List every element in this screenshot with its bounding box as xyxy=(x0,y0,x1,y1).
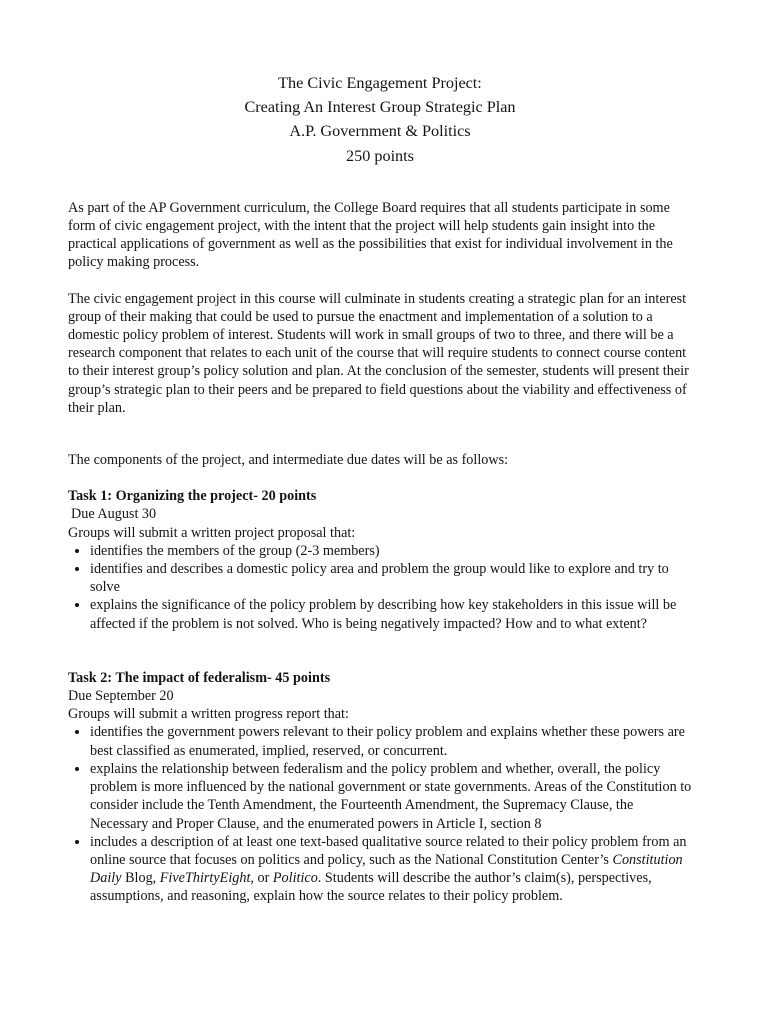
list-item: • explains the significance of the policy problem by describing how key stakeholders in this issue will be affected if the problem is not solved. Who is being negatively impacted? How and to what extent? xyxy=(90,596,692,632)
list-item: • identifies the members of the group (2-3 members) xyxy=(90,542,692,560)
task2-due-date: Due September 20 xyxy=(68,688,174,705)
task1-bullet-list xyxy=(68,542,692,633)
task2-bullet-list xyxy=(68,723,692,905)
title-line-course: A.P. Government & Politics xyxy=(289,122,471,141)
title-line-points: 250 points xyxy=(346,146,414,165)
bullet-text: includes a description of at least one text-based qualitative source related to their policy problem from an online source that focuses on politics and policy, such as the National Constitution Center’s xyxy=(90,833,687,868)
task1-heading: Task 1: Organizing the project- 20 points xyxy=(68,488,317,505)
task2-lead: Groups will submit a written progress report that: xyxy=(68,706,349,723)
intro-paragraph: As part of the AP Government curriculum, the College Board requires that all students participate in some form of civic engagement project, with the intent that the project will help students gain insight into the practical applications of government as well as the possibilities that exist for individual involvement in the policy making process. xyxy=(68,199,673,271)
bullet-text: Blog, xyxy=(121,870,160,887)
project-description-paragraph: The civic engagement project in this course will culminate in students creating a strategic plan for an interest group of their making that could be used to pursue the enactment and implementation of a solution to a domestic policy problem of interest. Students will work in small groups of two to three, and there will be a research component that relates to each unit of the course that will require students to connect course content to their interest group’s policy solution and plan. At the conclusion of the semester, students will present their group’s strategic plan to their peers and be prepared to field questions about the viability and effectiveness of their plan. xyxy=(68,290,689,416)
task1-lead: Groups will submit a written project proposal that: xyxy=(68,524,356,541)
list-item: • explains the relationship between federalism and the policy problem and whether, overall, the policy problem is more influenced by the national government or state governments. Areas of the Constitution to consider include the Tenth Amendment, the Fourteenth Amendment, the Supremacy Clause, the Necessary and Proper Clause, and the enumerated powers in Article I, section 8 xyxy=(90,760,692,833)
source-title-constitution-daily: Constitution Daily xyxy=(90,851,683,887)
bullet-text: or xyxy=(253,870,273,887)
task1-due-date: Due August 30 xyxy=(71,506,157,523)
components-intro: The components of the project, and intermediate due dates will be as follows: xyxy=(68,452,509,469)
source-title-politico: Politico xyxy=(272,870,318,887)
title-line-subtitle: Creating An Interest Group Strategic Plan xyxy=(244,98,516,117)
bullet-text: . Students will describe the author’s claim(s), perspectives, assumptions, and reasoning, explain how the source relates to their policy problem. xyxy=(90,870,652,905)
task2-heading: Task 2: The impact of federalism- 45 points xyxy=(68,669,331,686)
list-item xyxy=(90,833,692,906)
task1-section xyxy=(68,487,692,633)
title-line-project: The Civic Engagement Project: xyxy=(278,74,482,92)
source-title-fivethirtyeight: FiveThirtyEight, xyxy=(159,870,254,887)
task2-section xyxy=(68,669,692,906)
list-item: • identifies and describes a domestic policy area and problem the group would like to explore and try to solve xyxy=(90,560,692,596)
list-item: • identifies the government powers relevant to their policy problem and explains whether these powers are best classified as enumerated, implied, reserved, or concurrent. xyxy=(90,723,692,759)
document-title xyxy=(68,71,692,168)
